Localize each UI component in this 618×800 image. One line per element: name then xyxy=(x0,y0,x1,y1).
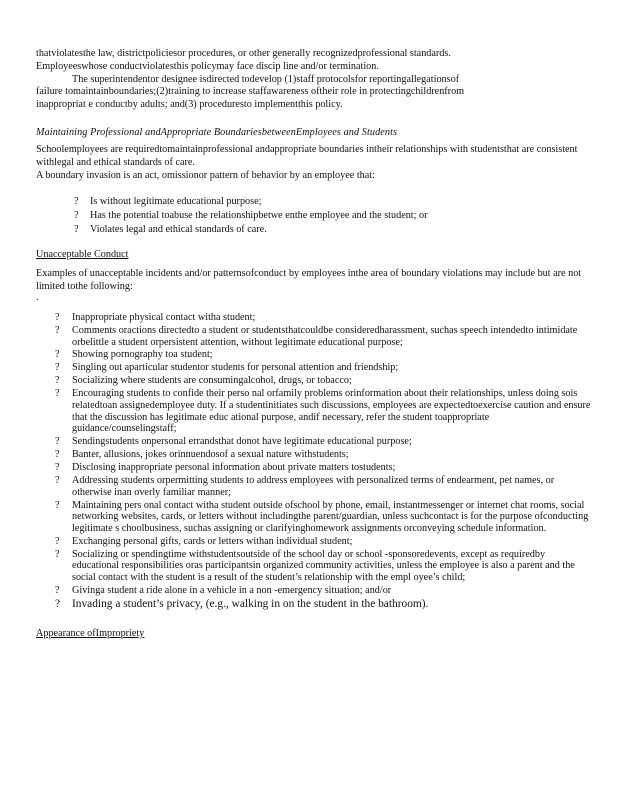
bullet-marker: ? xyxy=(55,548,60,560)
list-item xyxy=(36,436,592,448)
bullet-marker: ? xyxy=(55,324,60,336)
bullet-marker: ? xyxy=(55,436,60,448)
section-heading-unacceptable-conduct xyxy=(36,248,592,262)
list-item xyxy=(36,362,592,374)
bullet-marker: ? xyxy=(55,375,60,387)
list-item-text: Comments oractions directedto a student or studentsthatcouldbe consideredharassment, suchas speech intendedto intimidate orbelittle a student orpersistent attention, without legitimate educational purpose; xyxy=(72,324,578,348)
list-item-text: Socializing or spendingtime withstudentsoutside of the school day or school -sponsoredevents, except as requiredby educational responsibilities oras participantsin organized community activities, unless the employee is also a parent and the social contact with the student is a result of the student’s relationship with the empl oyee’s child; xyxy=(72,548,575,584)
list-item xyxy=(36,196,592,208)
list-item xyxy=(36,349,592,361)
section-heading-text: Appearance ofImpropriety xyxy=(36,627,145,639)
bullet-marker: ? xyxy=(74,196,79,208)
list-item-text: Sendingstudents onpersonal errandsthat donot have legitimate educational purpose; xyxy=(72,436,412,448)
list-item xyxy=(36,210,592,222)
bullet-marker: ? xyxy=(74,224,79,236)
boundary-invasion-list xyxy=(36,196,592,236)
list-item xyxy=(36,500,592,535)
list-item xyxy=(36,536,592,548)
list-item xyxy=(36,598,592,611)
list-item-text: Showing pornography toa student; xyxy=(72,349,213,361)
list-item-text: Givinga student a ride alone in a vehicle in a non -emergency situation; and/or xyxy=(72,585,392,597)
list-item-text: Socializing where students are consumingalcohol, drugs, or tobacco; xyxy=(72,375,352,387)
list-item xyxy=(36,325,592,348)
list-item-text: Inappropriate physical contact witha student; xyxy=(72,311,256,323)
unacceptable-conduct-list xyxy=(36,312,592,611)
boundaries-paragraph: Schoolemployees are requiredtomaintainprofessional andappropriate boundaries intheir relationships with studentsthat are consistent withlegal and ethical standards of care. xyxy=(36,143,578,168)
intro-line-5: inappropriat e conductby adults; and(3) proceduresto implementthis policy. xyxy=(36,99,343,111)
section-heading-text: Unacceptable Conduct xyxy=(36,249,129,261)
bullet-marker: ? xyxy=(55,499,60,511)
bullet-marker: ? xyxy=(55,388,60,400)
list-item-text: Exchanging personal gifts, cards or letters withan individual student; xyxy=(72,535,353,547)
intro-line-2: Employeeswhose conductviolatesthis policymay face discip line and/or termination. xyxy=(36,60,379,72)
bullet-marker: ? xyxy=(55,585,60,597)
list-item xyxy=(36,224,592,236)
bullet-marker: ? xyxy=(74,210,79,222)
section-heading-boundaries: Maintaining Professional andAppropriate BoundariesbetweenEmployees and Students xyxy=(36,126,398,138)
list-item-text: Encouraging students to confide their perso nal orfamily problems orinformation about their relationships, unless doing sois relatedtoan assignedemployee duty. If a studentinitiates such discussions, employees are expectedtoexercise caution and ensure that the discussion has legitimate educ ational purpose, andif necessary, refer the student toappropriate guidance/counselingstaff; xyxy=(72,388,591,435)
list-item-text: Violates legal and ethical standards of care. xyxy=(90,224,267,236)
list-item xyxy=(36,462,592,474)
list-item-text: Addressing students orpermitting students to address employees with personalized terms of endearment, pet names, or otherwise inan overly familiar manner; xyxy=(72,475,555,498)
section-heading-appearance-of-impropriety xyxy=(36,627,592,641)
list-item xyxy=(36,585,592,597)
bullet-marker: ? xyxy=(55,462,60,474)
list-item xyxy=(36,449,592,461)
intro-line-4: failure tomaintainboundaries;(2)training to increase staffawareness oftheir role in protectingchildrenfrom xyxy=(36,86,465,98)
list-item xyxy=(36,549,592,584)
boundary-invasion-definition: A boundary invasion is an act, omissionor pattern of behavior by an employee that: xyxy=(36,169,375,181)
stray-mark: . xyxy=(36,291,39,303)
list-item xyxy=(36,475,592,498)
list-item xyxy=(36,388,592,434)
list-item-text: Banter, allusions, jokes orinnuendosof a sexual nature withstudents; xyxy=(72,449,349,461)
bullet-marker: ? xyxy=(55,311,60,323)
list-item xyxy=(36,375,592,387)
intro-line-1: thatviolatesthe law, districtpoliciesor procedures, or other generally recognizedprofessional standards. xyxy=(36,48,451,59)
list-item-text: Disclosing inappropriate personal information about private matters tostudents; xyxy=(72,462,396,474)
list-item-text: Has the potential toabuse the relationshipbetwe enthe employee and the student; or xyxy=(90,210,428,222)
bullet-marker: ? xyxy=(55,349,60,361)
bullet-marker: ? xyxy=(55,598,61,611)
document-page xyxy=(36,48,592,641)
bullet-marker: ? xyxy=(55,535,60,547)
list-item-text: Maintaining pers onal contact witha student outside ofschool by phone, email, instantmessenger or internet chat rooms, social networking websites, cards, or letters without includingthe parent/guardian, unless suchcontact is for the purpose ofconducting legitimate s choolbusiness, suchas assigning or clarifyinghomework assignments orconveying schedule information. xyxy=(72,499,589,534)
unacceptable-conduct-intro: Examples of unacceptable incidents and/or patternsofconduct by employees inthe area of boundary violations may include but are not limited tothe following: xyxy=(36,268,582,293)
list-item-text: Invading a student’s privacy, (e.g., walking in on the student in the bathroom). xyxy=(72,598,429,611)
list-item xyxy=(36,312,592,324)
list-item-text: Is without legitimate educational purpose; xyxy=(90,196,262,208)
bullet-marker: ? xyxy=(55,475,60,487)
bullet-marker: ? xyxy=(55,362,60,374)
intro-line-3: The superintendentor designee isdirected todevelop (1)staff protocolsfor reportingallegationsof xyxy=(72,73,460,85)
bullet-marker: ? xyxy=(55,449,60,461)
list-item-text: Singling out aparticular studentor students for personal attention and friendship; xyxy=(72,362,399,374)
